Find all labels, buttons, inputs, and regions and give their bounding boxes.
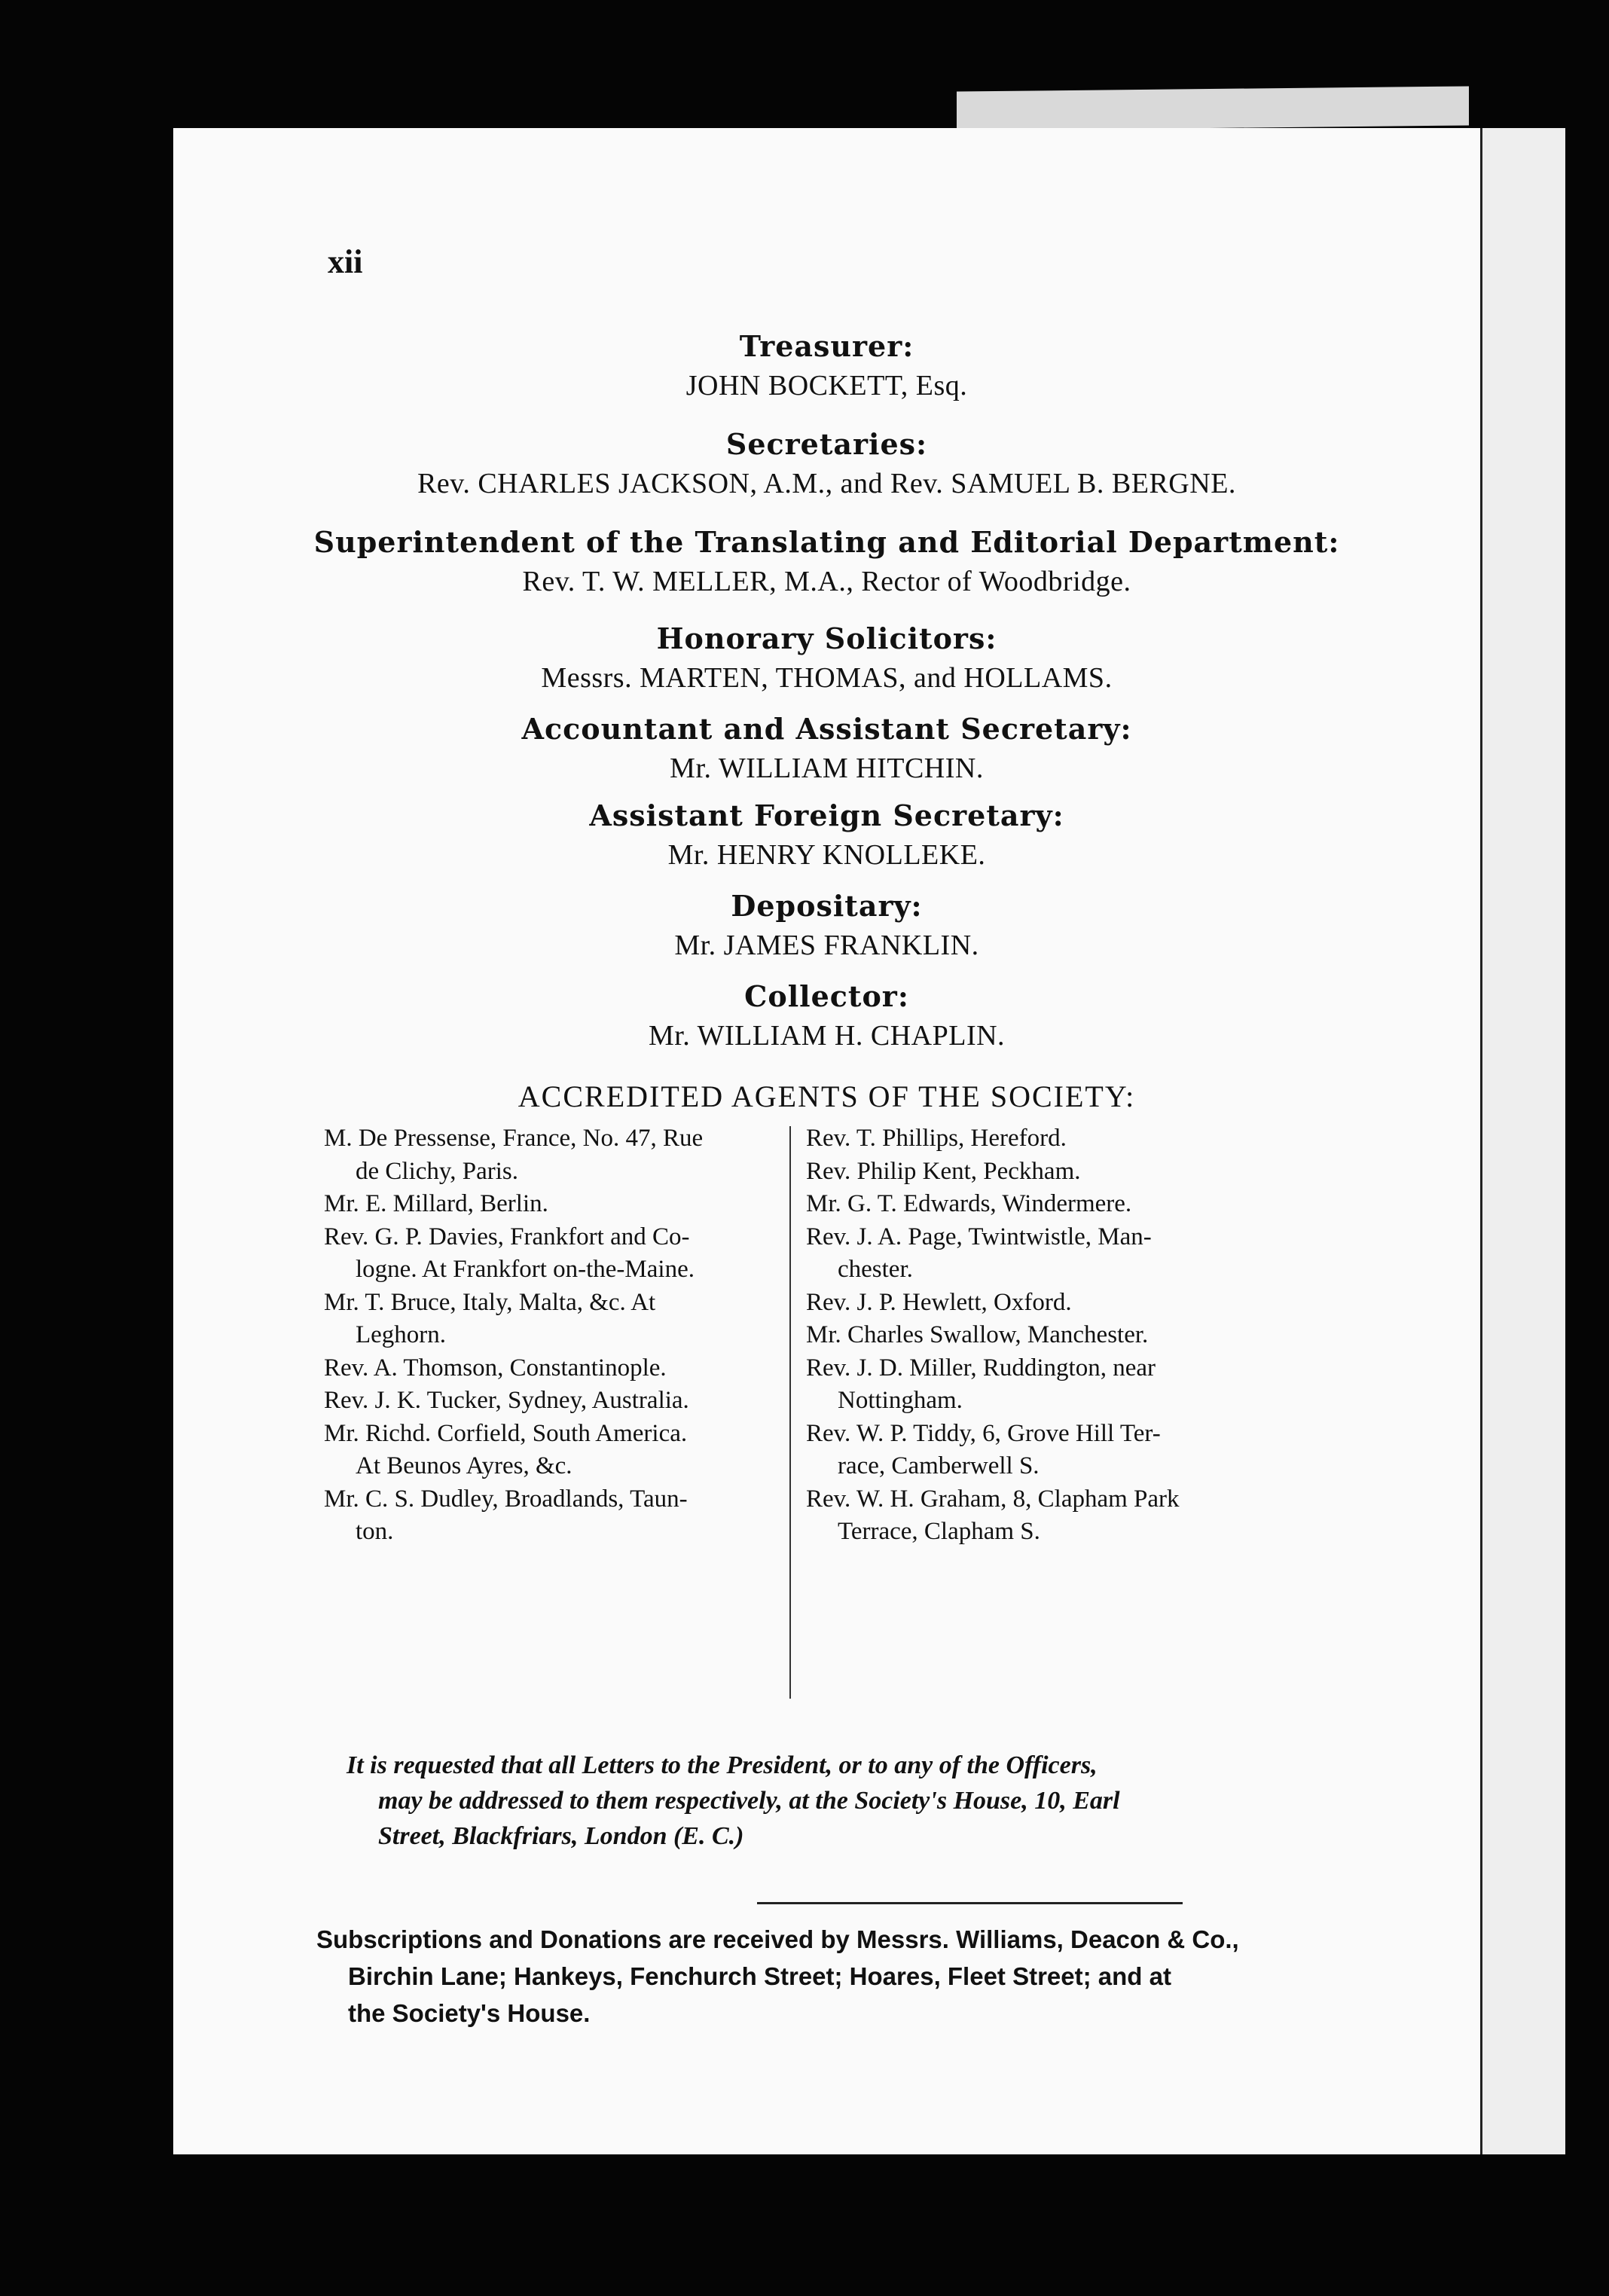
office-title: Treasurer: — [739, 329, 914, 363]
officer-treasurer — [173, 325, 1480, 404]
office-holder: Mr. WILLIAM H. CHAPLIN. — [648, 1020, 1006, 1052]
office-holder: JOHN BOCKETT, Esq. — [685, 370, 968, 401]
agent-line: de Clichy, Paris. — [356, 1157, 518, 1185]
office-holder: Mr. WILLIAM HITCHIN. — [670, 753, 984, 784]
agent-line: Terrace, Clapham S. — [838, 1518, 1040, 1545]
agent-line: Rev. W. H. Graham, 8, Clapham Park — [806, 1485, 1180, 1513]
agent-line: race, Camberwell S. — [838, 1452, 1040, 1479]
agents-right-column — [806, 1122, 1431, 1549]
agent-line: Nottingham. — [838, 1387, 963, 1414]
officer-foreign-secretary — [173, 795, 1480, 873]
note-line: may be addressed to them respectively, at the Society's House, 10, Earl — [378, 1787, 1120, 1815]
agent-line: Rev. Philip Kent, Peckham. — [806, 1157, 1081, 1185]
note-line: Street, Blackfriars, London (E. C.) — [378, 1822, 744, 1850]
office-title: Honorary Solicitors: — [656, 621, 997, 655]
subscription-line: the Society's House. — [348, 1999, 591, 2027]
office-holder: Mr. JAMES FRANKLIN. — [674, 930, 979, 961]
subscription-line: Birchin Lane; Hankeys, Fenchurch Street; Hoares, Fleet Street; and at — [348, 1962, 1171, 1990]
agent-line: Rev. G. P. Davies, Frankfort and Co- — [324, 1223, 690, 1250]
agent-line: Rev. J. K. Tucker, Sydney, Australia. — [324, 1387, 689, 1414]
office-holder: Rev. CHARLES JACKSON, A.M., and Rev. SAMUEL B. BERGNE. — [417, 468, 1236, 499]
agent-line: Mr. G. T. Edwards, Windermere. — [806, 1190, 1132, 1217]
agent-line: Mr. T. Bruce, Italy, Malta, &c. At — [324, 1288, 656, 1316]
subscription-line: Subscriptions and Donations are received by Messrs. Williams, Deacon & Co., — [316, 1925, 1239, 1953]
office-title: Superintendent of the Translating and Editorial Department: — [313, 525, 1340, 559]
agent-line: Mr. C. S. Dudley, Broadlands, Taun- — [324, 1485, 688, 1513]
office-title: Secretaries: — [725, 427, 928, 461]
agent-line: Mr. Charles Swallow, Manchester. — [806, 1321, 1149, 1348]
officer-accountant — [173, 708, 1480, 786]
agent-line: At Beunos Ayres, &c. — [356, 1452, 572, 1479]
agent-line: Rev. J. P. Hewlett, Oxford. — [806, 1288, 1072, 1316]
column-divider — [789, 1126, 791, 1699]
office-holder: Rev. T. W. MELLER, M.A., Rector of Woodbridge. — [522, 566, 1131, 597]
agent-line: Rev. W. P. Tiddy, 6, Grove Hill Ter- — [806, 1419, 1161, 1447]
agent-line: Rev. T. Phillips, Hereford. — [806, 1125, 1067, 1152]
officer-solicitors — [173, 618, 1480, 696]
officer-collector — [173, 975, 1480, 1054]
officer-depositary — [173, 885, 1480, 963]
agent-line: chester. — [838, 1256, 913, 1283]
officer-superintendent — [173, 521, 1480, 600]
office-holder: Mr. HENRY KNOLLEKE. — [667, 839, 986, 871]
office-title: Accountant and Assistant Secretary: — [521, 712, 1132, 746]
office-title: Assistant Foreign Secretary: — [589, 798, 1064, 832]
adjacent-page-edge — [1480, 128, 1565, 2154]
divider-rule — [757, 1902, 1183, 1904]
agent-line: M. De Pressense, France, No. 47, Rue — [324, 1125, 704, 1152]
correspondence-note — [347, 1748, 1333, 1854]
page-number: xii — [328, 243, 363, 280]
agent-line: ton. — [356, 1518, 394, 1545]
officer-secretaries — [173, 423, 1480, 502]
agent-line: Mr. Richd. Corfield, South America. — [324, 1419, 688, 1447]
agent-line: Rev. A. Thomson, Constantinople. — [324, 1354, 667, 1382]
note-line: It is requested that all Letters to the President, or to any of the Officers, — [347, 1751, 1098, 1779]
subscriptions-paragraph — [316, 1921, 1439, 2032]
agent-line: Rev. J. D. Miller, Ruddington, near — [806, 1354, 1156, 1382]
office-title: Collector: — [744, 979, 909, 1013]
document-page — [173, 128, 1480, 2154]
paper-strip — [957, 86, 1469, 130]
office-title: Depositary: — [731, 889, 923, 923]
agent-line: Leghorn. — [356, 1321, 447, 1348]
office-holder: Messrs. MARTEN, THOMAS, and HOLLAMS. — [541, 662, 1113, 694]
agent-line: logne. At Frankfort on-the-Maine. — [356, 1256, 695, 1283]
agents-heading: ACCREDITED AGENTS OF THE SOCIETY: — [518, 1079, 1136, 1113]
agent-line: Rev. J. A. Page, Twintwistle, Man- — [806, 1223, 1152, 1250]
agent-line: Mr. E. Millard, Berlin. — [324, 1190, 548, 1217]
